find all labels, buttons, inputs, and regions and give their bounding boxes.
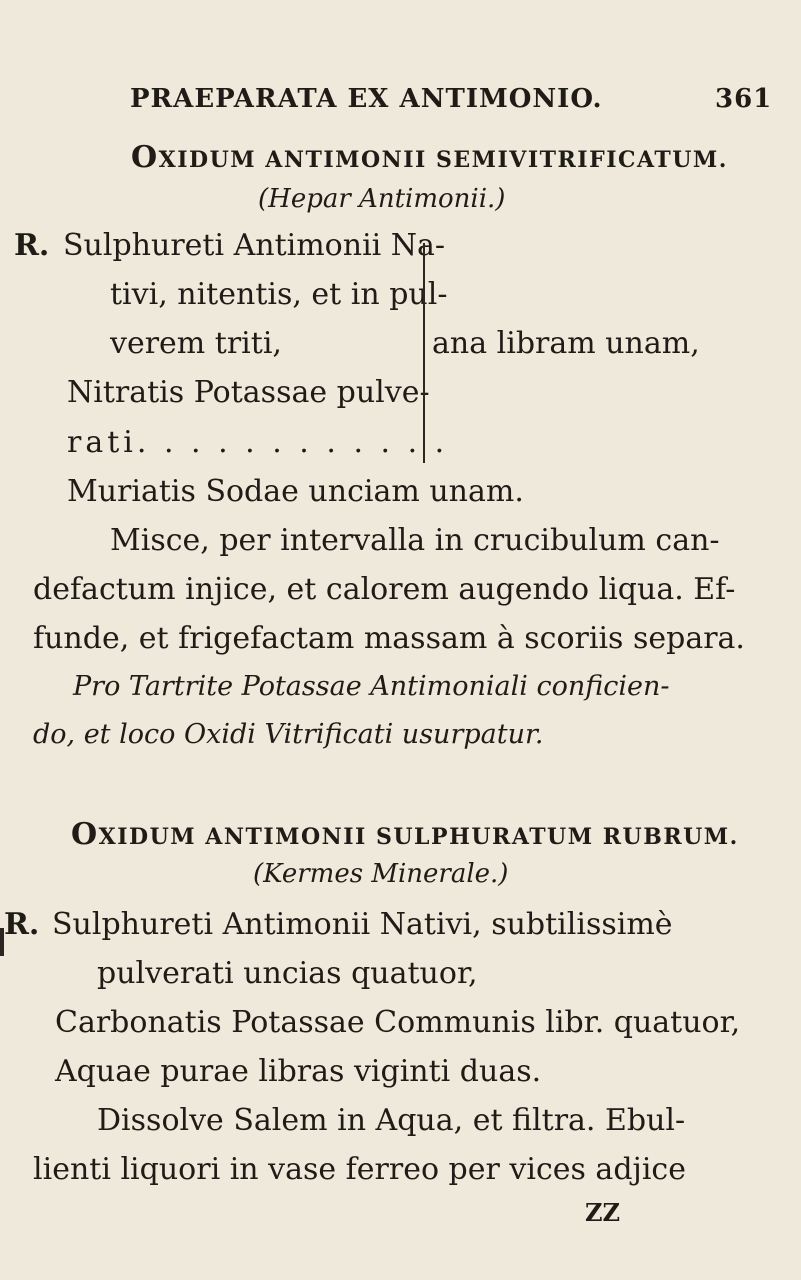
note-line: Pro Tartrite Potassae Antimoniali conficien- [73, 671, 670, 702]
recipe-symbol-2: R. [4, 907, 40, 942]
instruction-line: Dissolve Salem in Aqua, et filtra. Ebul- [97, 1103, 686, 1138]
recipe-symbol-1: R. [14, 228, 50, 263]
ingredient-line: Aquae purae libras viginti duas. [55, 1054, 542, 1089]
section-1-subtitle: (Hepar Antimonii.) [258, 184, 506, 214]
ingredient-line: Nitratis Potassae pulve- [67, 375, 430, 410]
ingredient-line: Muriatis Sodae unciam unam. [67, 474, 524, 509]
ingredient-line: pulverati uncias quatuor, [97, 956, 478, 991]
section-1-title-rest: XIDUM ANTIMONII SEMIVITRIFICATUM. [158, 147, 728, 173]
section-1-title-initial: O [131, 140, 159, 175]
section-1-title [131, 140, 728, 175]
catchword: ZZ [585, 1198, 621, 1227]
brace-mark [423, 243, 425, 463]
ingredient-line: rati. . . . . . . . . . . . [67, 425, 449, 460]
running-title: PRAEPARATA EX ANTIMONIO. [130, 84, 603, 114]
ingredient-line: Sulphureti Antimonii Na- [63, 228, 446, 263]
running-header [130, 84, 773, 114]
page-edge-mark [0, 928, 4, 956]
quantity-text: ana libram unam, [432, 326, 700, 361]
page-number: 361 [715, 84, 773, 114]
ingredient-line: verem triti, [110, 326, 282, 361]
instruction-line: Misce, per intervalla in crucibulum can- [110, 523, 720, 558]
section-2-title [71, 817, 739, 852]
instruction-line: lienti liquori in vase ferreo per vices adjice [33, 1152, 686, 1187]
section-2-title-initial: O [71, 817, 99, 852]
instruction-line: defactum injice, et calorem augendo liqua. Ef- [33, 572, 736, 607]
ingredient-line: Carbonatis Potassae Communis libr. quatuor, [55, 1005, 741, 1040]
note-line: do, et loco Oxidi Vitrificati usurpatur. [33, 719, 544, 750]
instruction-line: funde, et frigefactam massam à scoriis separa. [33, 621, 745, 656]
ingredient-line: Sulphureti Antimonii Nativi, subtilissimè [52, 907, 673, 942]
ingredient-line: tivi, nitentis, et in pul- [110, 277, 448, 312]
section-2-title-rest: XIDUM ANTIMONII SULPHURATUM RUBRUM. [98, 824, 739, 850]
section-2-subtitle: (Kermes Minerale.) [253, 859, 509, 889]
